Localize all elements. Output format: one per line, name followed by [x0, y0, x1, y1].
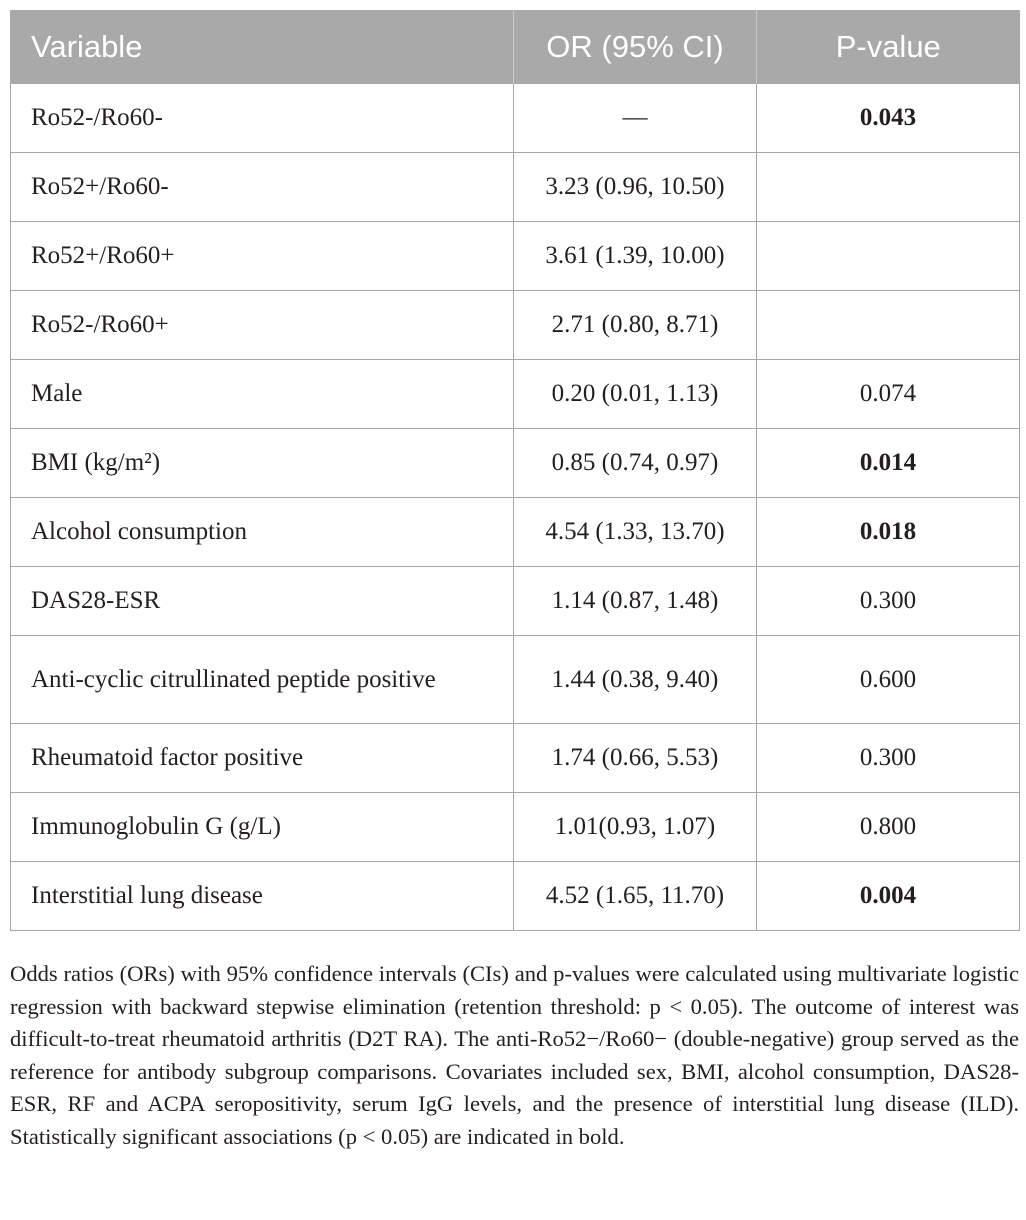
cell-variable: BMI (kg/m²) [11, 429, 514, 498]
cell-p-value: 0.004 [757, 862, 1020, 931]
table-row [11, 567, 1020, 636]
results-table-container [10, 10, 1019, 931]
cell-p-value: 0.300 [757, 724, 1020, 793]
cell-variable: Ro52-/Ro60- [11, 84, 514, 153]
table-footnote: Odds ratios (ORs) with 95% confidence intervals (CIs) and p-values were calculated using multivariate logistic regression with backward stepwise elimination (retention threshold: p < 0.05). The outcome of interest was difficult-to-treat rheumatoid arthritis (D2T RA). The anti-Ro52−/Ro60− (double-negative) group served as the reference for antibody subgroup comparisons. Covariates included sex, BMI, alcohol consumption, DAS28-ESR, RF and ACPA seropositivity, serum IgG levels, and the presence of interstitial lung disease (ILD). Statistically significant associations (p < 0.05) are indicated in bold. [10, 961, 1019, 1149]
table-row [11, 360, 1020, 429]
cell-odds-ratio: 3.23 (0.96, 10.50) [514, 153, 757, 222]
cell-p-value: 0.074 [757, 360, 1020, 429]
cell-p-value [757, 222, 1020, 291]
table-row [11, 793, 1020, 862]
cell-odds-ratio: 4.52 (1.65, 11.70) [514, 862, 757, 931]
table-row [11, 153, 1020, 222]
header-p-value: P-value [757, 10, 1020, 84]
table-row [11, 862, 1020, 931]
table-row [11, 84, 1020, 153]
regression-results-table [10, 10, 1020, 931]
cell-variable: DAS28-ESR [11, 567, 514, 636]
cell-odds-ratio: 0.85 (0.74, 0.97) [514, 429, 757, 498]
table-row [11, 429, 1020, 498]
table-body [11, 84, 1020, 931]
cell-variable: Anti-cyclic citrullinated peptide positive [11, 636, 514, 724]
cell-odds-ratio: 1.74 (0.66, 5.53) [514, 724, 757, 793]
header-or-ci: OR (95% CI) [514, 10, 757, 84]
table-row [11, 636, 1020, 724]
table-row [11, 291, 1020, 360]
cell-p-value [757, 291, 1020, 360]
cell-variable: Interstitial lung disease [11, 862, 514, 931]
header-variable: Variable [11, 10, 514, 84]
cell-odds-ratio: 1.14 (0.87, 1.48) [514, 567, 757, 636]
cell-variable: Rheumatoid factor positive [11, 724, 514, 793]
cell-p-value [757, 153, 1020, 222]
cell-odds-ratio: 1.01(0.93, 1.07) [514, 793, 757, 862]
cell-p-value: 0.043 [757, 84, 1020, 153]
table-row [11, 724, 1020, 793]
cell-odds-ratio: 2.71 (0.80, 8.71) [514, 291, 757, 360]
cell-p-value: 0.800 [757, 793, 1020, 862]
table-header [11, 10, 1020, 84]
table-row [11, 498, 1020, 567]
cell-p-value: 0.600 [757, 636, 1020, 724]
cell-variable: Ro52+/Ro60- [11, 153, 514, 222]
header-row [11, 10, 1020, 84]
cell-p-value: 0.018 [757, 498, 1020, 567]
cell-odds-ratio: 3.61 (1.39, 10.00) [514, 222, 757, 291]
cell-p-value: 0.300 [757, 567, 1020, 636]
cell-odds-ratio: 4.54 (1.33, 13.70) [514, 498, 757, 567]
cell-variable: Male [11, 360, 514, 429]
cell-variable: Alcohol consumption [11, 498, 514, 567]
cell-p-value: 0.014 [757, 429, 1020, 498]
table-row [11, 222, 1020, 291]
cell-variable: Immunoglobulin G (g/L) [11, 793, 514, 862]
cell-odds-ratio: — [514, 84, 757, 153]
cell-variable: Ro52-/Ro60+ [11, 291, 514, 360]
cell-variable: Ro52+/Ro60+ [11, 222, 514, 291]
cell-odds-ratio: 1.44 (0.38, 9.40) [514, 636, 757, 724]
cell-odds-ratio: 0.20 (0.01, 1.13) [514, 360, 757, 429]
